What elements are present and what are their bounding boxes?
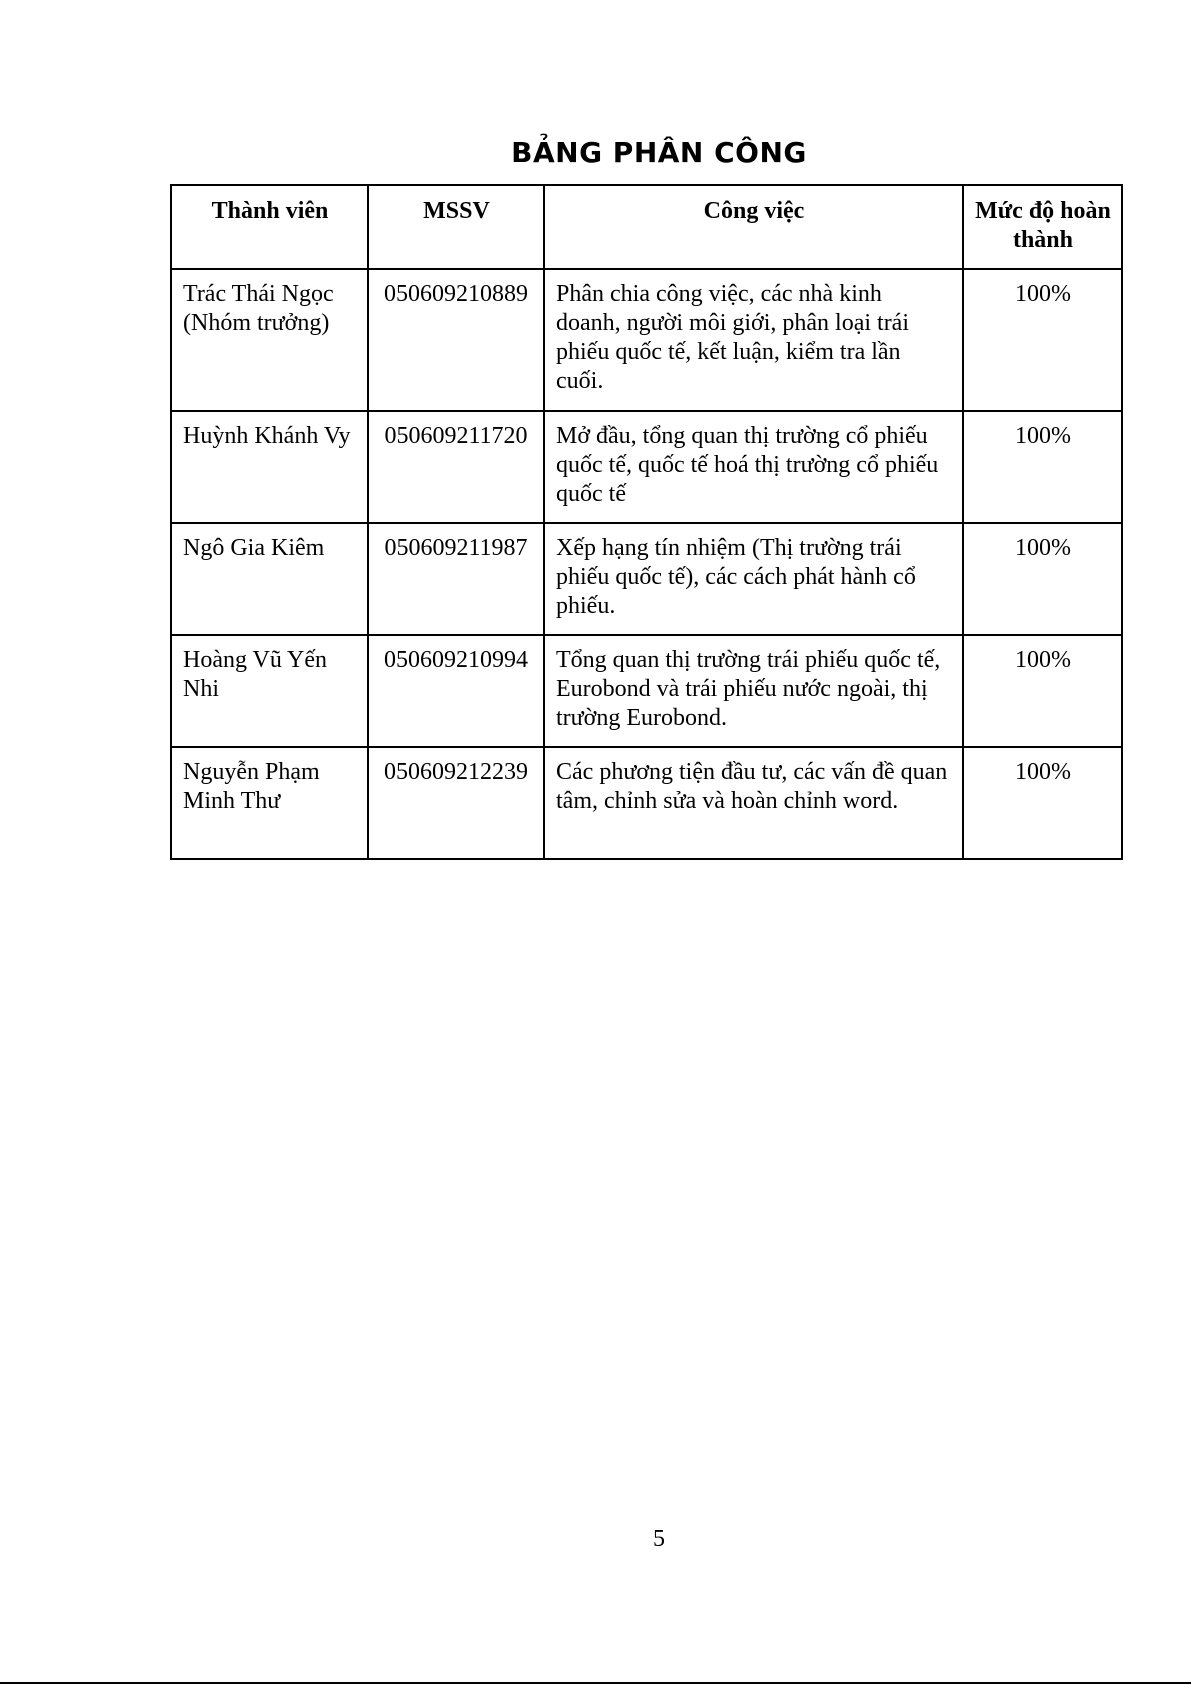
student-id: 050609210889 <box>368 269 544 411</box>
header-mssv: MSSV <box>368 185 544 269</box>
task-description: Phân chia công việc, các nhà kinh doanh, người môi giới, phân loại trái phiếu quốc tế, kết luận, kiểm tra lần cuối. <box>544 269 963 411</box>
student-id: 050609212239 <box>368 747 544 859</box>
completion-percent: 100% <box>963 747 1122 859</box>
task-description: Xếp hạng tín nhiệm (Thị trường trái phiếu quốc tế), các cách phát hành cổ phiếu. <box>544 523 963 635</box>
task-description: Mở đầu, tổng quan thị trường cổ phiếu quốc tế, quốc tế hoá thị trường cổ phiếu quốc tế <box>544 411 963 523</box>
completion-percent: 100% <box>963 523 1122 635</box>
member-name: Huỳnh Khánh Vy <box>171 411 368 523</box>
student-id: 050609211987 <box>368 523 544 635</box>
member-name: Trác Thái Ngọc (Nhóm trưởng) <box>171 269 368 411</box>
page-bottom-divider <box>0 1682 1191 1684</box>
table-header-row <box>171 185 1122 269</box>
member-name: Hoàng Vũ Yến Nhi <box>171 635 368 747</box>
member-name: Nguyễn Phạm Minh Thư <box>171 747 368 859</box>
header-completion: Mức độ hoàn thành <box>963 185 1122 269</box>
completion-percent: 100% <box>963 411 1122 523</box>
task-description: Tổng quan thị trường trái phiếu quốc tế, Eurobond và trái phiếu nước ngoài, thị trường Eurobond. <box>544 635 963 747</box>
table-row <box>171 269 1122 411</box>
table-row <box>171 523 1122 635</box>
page-title: BẢNG PHÂN CÔNG <box>511 136 807 169</box>
page-number: 5 <box>653 1526 665 1552</box>
student-id: 050609211720 <box>368 411 544 523</box>
table-row <box>171 747 1122 859</box>
student-id: 050609210994 <box>368 635 544 747</box>
task-description: Các phương tiện đầu tư, các vấn đề quan tâm, chỉnh sửa và hoàn chỉnh word. <box>544 747 963 859</box>
table-row <box>171 635 1122 747</box>
table-row <box>171 411 1122 523</box>
header-task: Công việc <box>544 185 963 269</box>
assignment-table <box>170 184 1123 860</box>
member-name: Ngô Gia Kiêm <box>171 523 368 635</box>
completion-percent: 100% <box>963 269 1122 411</box>
completion-percent: 100% <box>963 635 1122 747</box>
header-member: Thành viên <box>171 185 368 269</box>
